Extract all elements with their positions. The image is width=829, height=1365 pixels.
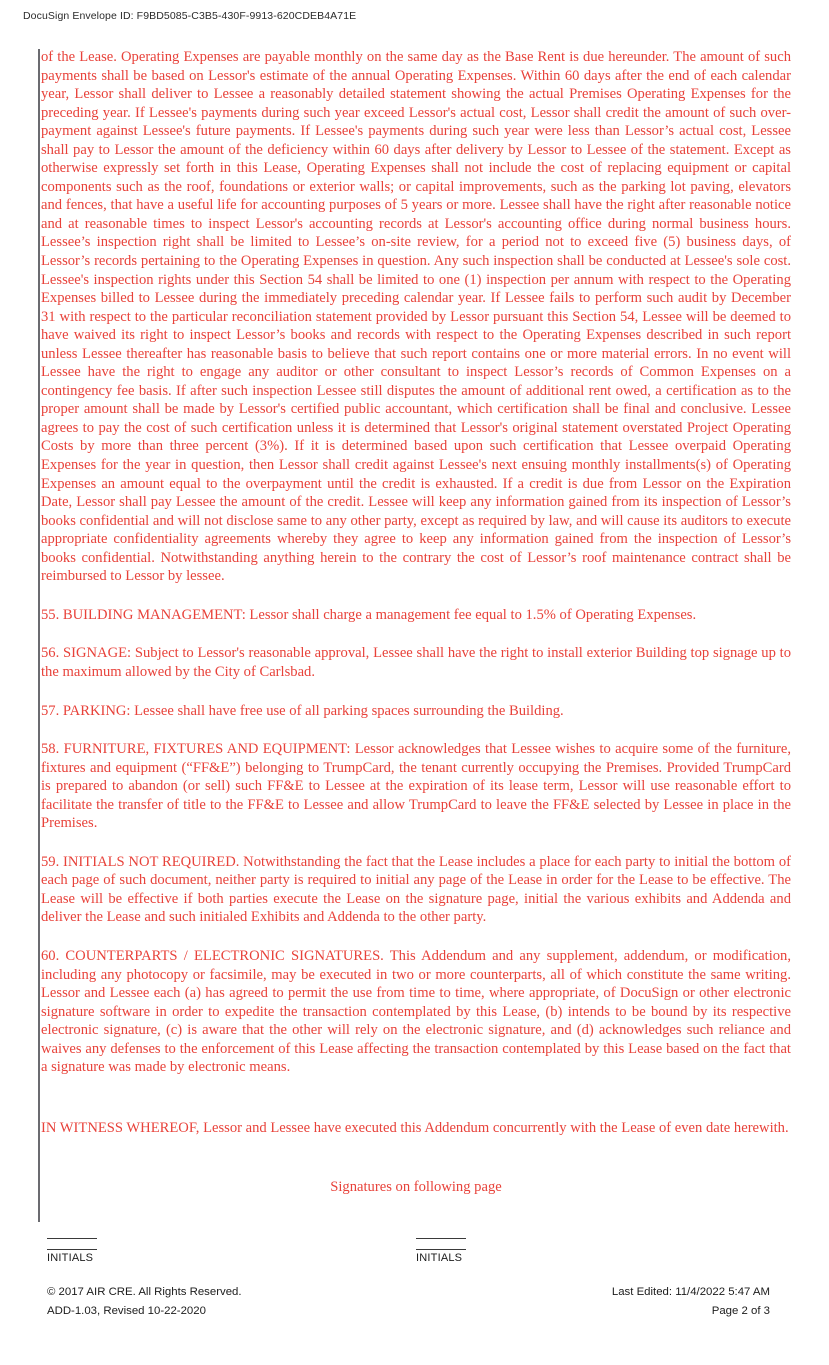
initials-rule-upper (416, 1238, 466, 1239)
initials-label-right: INITIALS (416, 1252, 463, 1264)
section-60-counterparts-electronic-signatures: 60. COUNTERPARTS / ELECTRONIC SIGNATURES. This Addendum and any supplement, addendum, or modification, including any photocopy or facsimile, may be executed in two or more counterparts, all of which constitute the same writing. Lessor and Lessee each (a) has agreed to permit the use from time to time, where appropriate, of DocuSign or other electronic signature software in order to expedite the transaction contemplated by this Lease, (b) intends to be bound by its respective electronic signature, (c) is aware that the other will rely on the electronic signature, and (d) acknowledges such reliance and waives any defenses to the enforcement of this Lease affecting the transaction contemplated by this Lease based on the fact that a signature was made by electronic means. (41, 947, 791, 1076)
witness-clause: IN WITNESS WHEREOF, Lessor and Lessee have executed this Addendum concurrently with the Lease of even date herewith. (41, 1119, 789, 1136)
initials-rule-lower (416, 1249, 466, 1250)
initials-rule-upper (47, 1238, 97, 1239)
margin-change-bar (38, 49, 40, 1222)
section-59-initials-not-required: 59. INITIALS NOT REQUIRED. Notwithstanding the fact that the Lease includes a place for each party to initial the bottom of each page of such document, neither party is required to initial any page of the Lease in order for the Lease to be effective. The Lease will be effective if both parties execute the Lease on the signature page, initial the various exhibits and Addenda and deliver the Lease and such initialed Exhibits and Addenda to the other party. (41, 853, 791, 926)
document-body (41, 48, 791, 1196)
spacer (41, 833, 791, 853)
page-number: Page 2 of 3 (711, 1305, 770, 1317)
docusign-envelope-id: DocuSign Envelope ID: F9BD5085-C3B5-430F-9913-620CDEB4A71E (23, 10, 357, 22)
initials-block-left (47, 1238, 97, 1264)
initials-rule-lower (47, 1249, 97, 1250)
section-55-building-management: 55. BUILDING MANAGEMENT: Lessor shall charge a management fee equal to 1.5% of Operating Expenses. (41, 606, 697, 623)
section-58-furniture-fixtures-equipment: 58. FURNITURE, FIXTURES AND EQUIPMENT: Lessor acknowledges that Lessee wishes to acquire some of the furniture, fixtures and equipment (“FF&E”) belonging to TrumpCard, the tenant currently occupying the Premises. Provided TrumpCard is prepared to abandon (or sell) such FF&E to Lessee at the expiration of its lease term, Lessor will use reasonable effort to facilitate the transfer of title to the FF&E to Lessee and allow TrumpCard to leave the FF&E selected by Lessee in place in the Premises. (41, 741, 791, 832)
spacer (41, 720, 791, 740)
spacer (41, 1137, 791, 1179)
spacer (41, 682, 791, 702)
spacer (41, 624, 791, 644)
paragraph-section-54-continued: of the Lease. Operating Expenses are payable monthly on the same day as the Base Rent is due hereunder. The amount of such payments shall be based on Lessor's estimate of the annual Operating Expenses. Within 60 days after the end of each calendar year, Lessor shall deliver to Lessee a reasonably detailed statement showing the actual Premises Operating Expenses for the preceding year. If Lessee's payments during such year exceed Lessor's actual cost, Lessor shall credit the amount of such over-payment against Lessee's future payments. If Lessee's payments during such year were less than Lessor’s actual cost, Lessee shall pay to Lessor the amount of the deficiency within 60 days after delivery by Lessor to Lessee of the statement. Except as otherwise expressly set forth in this Lease, Operating Expenses shall not include the cost of replacing equipment or capital components such as the roof, foundations or exterior walls; or capital improvements, such as the parking lot paving, elevators and fences, that have a useful life for accounting purposes of 5 years or more. Lessee shall have the right after reasonable notice and at reasonable times to inspect Lessor's accounting records at Lessor's accounting office during normal business hours. Lessee’s inspection right shall be limited to Lessee’s on-site review, for a period not to exceed five (5) business days, of Lessor’s records pertaining to the Operating Expenses in question. Any such inspection shall be conducted at Lessee's sole cost. Lessee's inspection rights under this Section 54 shall be limited to one (1) inspection per annum with respect to the Operating Expenses billed to Lessee during the immediately preceding calendar year. If Lessee fails to perform such audit by December 31 with respect to the particular reconciliation statement provided by Lessor pursuant this Section 54, Lessee will be deemed to have waived its right to inspect Lessor’s books and records with respect to the Operating Expenses described in such report unless Lessee thereafter has reasonable basis to believe that such report contains one or more material errors. In no event will Lessee have the right to engage any auditor or other consultant to inspect Lessor’s records of Common Expenses on a contingency fee basis. If after such inspection Lessee still disputes the amount of additional rent owed, a certification as to the proper amount shall be made by Lessor's certified public accountant, which certification shall be final and conclusive. Lessee agrees to pay the cost of such certification unless it is determined that Lessor's original statement overstated Project Operating Costs by more than three percent (3%). If it is determined based upon such certification that Lessee overpaid Operating Expenses for the year in question, then Lessor shall credit against Lessee's next ensuing monthly installments(s) of Operating Expenses an amount equal to the overpayment until the credit is exhausted. If a credit is due from Lessor on the Expiration Date, Lessor shall pay Lessee the amount of the credit. Lessee will keep any information gained from its inspection of Lessor’s books confidential and will not disclose same to any other party, except as required by law, and will cause its auditors to execute appropriate confidentiality agreements whereby they agree to keep any information gained from the inspection of Lessor’s books confidential. Notwithstanding anything herein to the contrary the cost of Lessor’s roof maintenance contract shall be reimbursed to Lessor by lessee. (41, 49, 791, 585)
signatures-on-following-page-note: Signatures on following page (330, 1179, 502, 1196)
section-56-signage: 56. SIGNAGE: Subject to Lessor's reasonable approval, Lessee shall have the right to install exterior Building top signage up to the maximum allowed by the City of Carlsbad. (41, 645, 791, 680)
initials-label-left: INITIALS (47, 1252, 94, 1264)
spacer (41, 586, 791, 606)
page-footer (0, 1238, 829, 1365)
form-revision-code: ADD-1.03, Revised 10-22-2020 (47, 1305, 206, 1317)
copyright-notice: © 2017 AIR CRE. All Rights Reserved. (47, 1286, 242, 1298)
last-edited-timestamp: Last Edited: 11/4/2022 5:47 AM (611, 1286, 770, 1298)
spacer (41, 927, 791, 947)
spacer (41, 1077, 791, 1119)
section-57-parking: 57. PARKING: Lessee shall have free use of all parking spaces surrounding the Building. (41, 702, 564, 719)
initials-block-right (416, 1238, 466, 1264)
